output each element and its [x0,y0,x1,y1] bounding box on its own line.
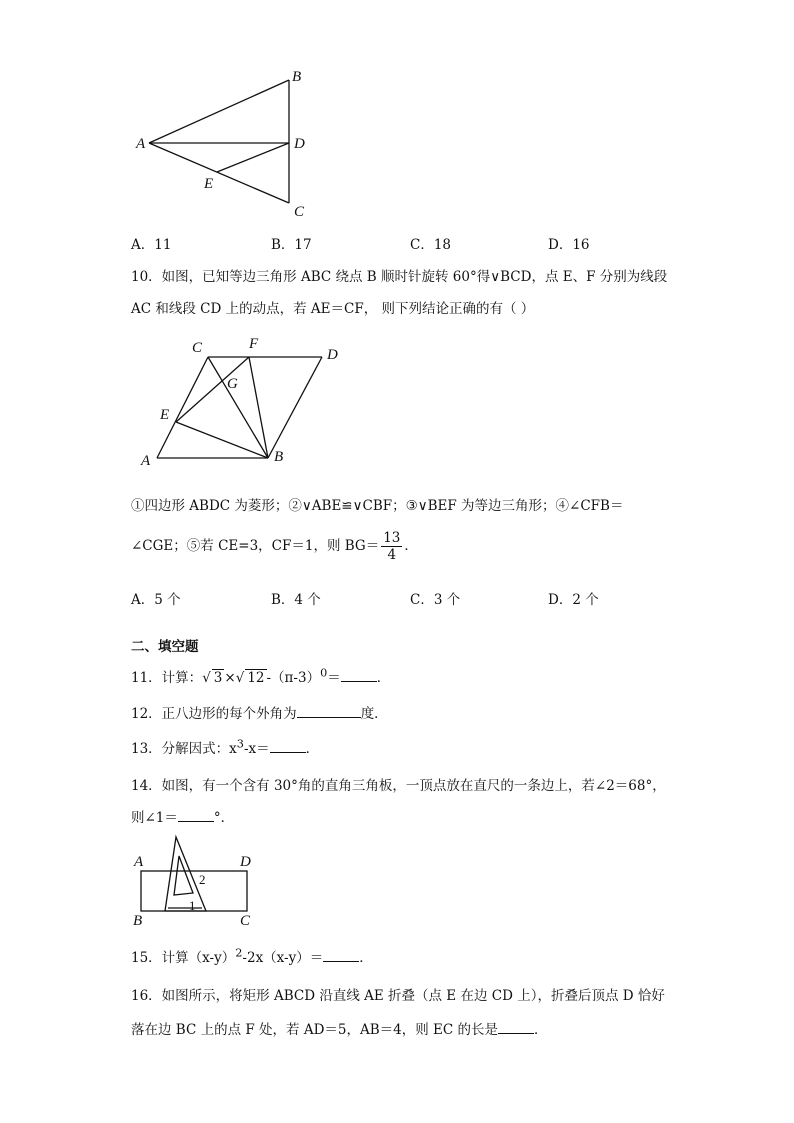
q11-rest: -（π-3） [266,670,321,686]
q12-prefix: 12．正八边形的每个外角为 [131,706,297,722]
label-A: A [134,854,144,870]
angle-2-label: 2 [199,872,206,887]
q15-text [131,946,373,966]
q14-text-line1: 14．如图，有一个含有 30°角的直角三角板，一顶点放在直尺的一条边上，若∠2＝68°， [131,778,666,794]
q13-prefix: 13．分解因式：x [131,741,237,757]
q11-equals: ＝ [327,670,341,686]
fraction-numerator: 13 [383,530,401,546]
triangle-inner [174,856,193,895]
q11-prefix: 11．计算： [131,670,203,686]
q10-option-c: C．3 个 [410,592,461,608]
q15-exponent: 2 [235,946,243,960]
q14-prefix: 则∠1＝ [131,810,178,826]
label-E: E [160,407,170,423]
label-C: C [192,340,203,356]
q13-exponent: 3 [236,737,244,751]
q13-end: ． [305,741,320,757]
label-F: F [249,336,259,352]
q11-radicand-1: 3 [213,670,223,686]
answer-blank [323,949,359,962]
label-B: B [274,449,284,465]
fraction-denominator: 4 [387,547,397,563]
label-A: A [141,453,151,469]
label-A: A [136,136,146,152]
label-E: E [204,176,214,192]
q10-text-line1: 10．如图，已知等边三角形 ABC 绕点 B 顺时针旋转 60°得∨BCD，点 E、F 分别为线段 [131,269,668,285]
q10-statement-end: ． [404,538,418,554]
angle-1-label: 1 [189,898,196,913]
sqrt-icon: √ [235,670,245,686]
section-title: 二、填空题 [131,639,199,655]
label-G: G [227,376,238,392]
label-D: D [294,136,305,152]
q16-prefix: 落在边 BC 上的点 F 处，若 AD＝5，AB＝4，则 EC 的长是 [131,1022,499,1038]
q10-option-a: A．5 个 [131,592,181,608]
q9-option-b: B．17 [271,237,312,253]
q16-text-line2 [131,1018,548,1038]
q15-prefix: 15．计算（x-y） [131,950,236,966]
label-C: C [240,913,251,929]
q11-times: × [224,670,236,686]
q13-mid: -x＝ [243,741,270,757]
q14-suffix: °． [213,810,235,826]
label-D: D [327,347,338,363]
q10-text-line2: AC 和线段 CD 上的动点，若 AE＝CF， 则下列结论正确的有（ ） [131,301,535,317]
q16-suffix: ． [534,1022,548,1038]
q11-end: ． [376,670,391,686]
q9-option-d: D．16 [548,237,590,253]
label-C: C [294,204,305,220]
q10-statements-line1: ①四边形 ABDC 为菱形；②∨ABE≌∨CBF；③∨BEF 为等边三角形；④∠CFB＝ [131,498,624,514]
q15-end: ． [359,950,373,966]
q16-text-line1: 16．如图所示，将矩形 ABCD 沿直线 AE 折叠（点 E 在边 CD 上），折叠后顶点 D 恰好 [131,988,665,1004]
q11-exponent: 0 [320,666,328,680]
label-D: D [240,854,251,870]
q15-mid: -2x（x-y）＝ [242,950,324,966]
answer-blank [498,1021,534,1034]
sqrt-icon: √ [202,670,211,686]
q9-option-a: A．11 [131,237,172,253]
q12-suffix: 度． [360,706,388,722]
q10-statement-5-text: ∠CGE；⑤若 CE=3，CF＝1，则 BG＝ [131,538,380,554]
q10-option-d: D．2 个 [548,592,599,608]
q11-radicand-2: 12 [247,670,265,686]
q9-option-c: C．18 [410,237,452,253]
q10-option-b: B．4 个 [271,592,321,608]
label-B: B [133,913,143,929]
label-B: B [292,69,302,85]
